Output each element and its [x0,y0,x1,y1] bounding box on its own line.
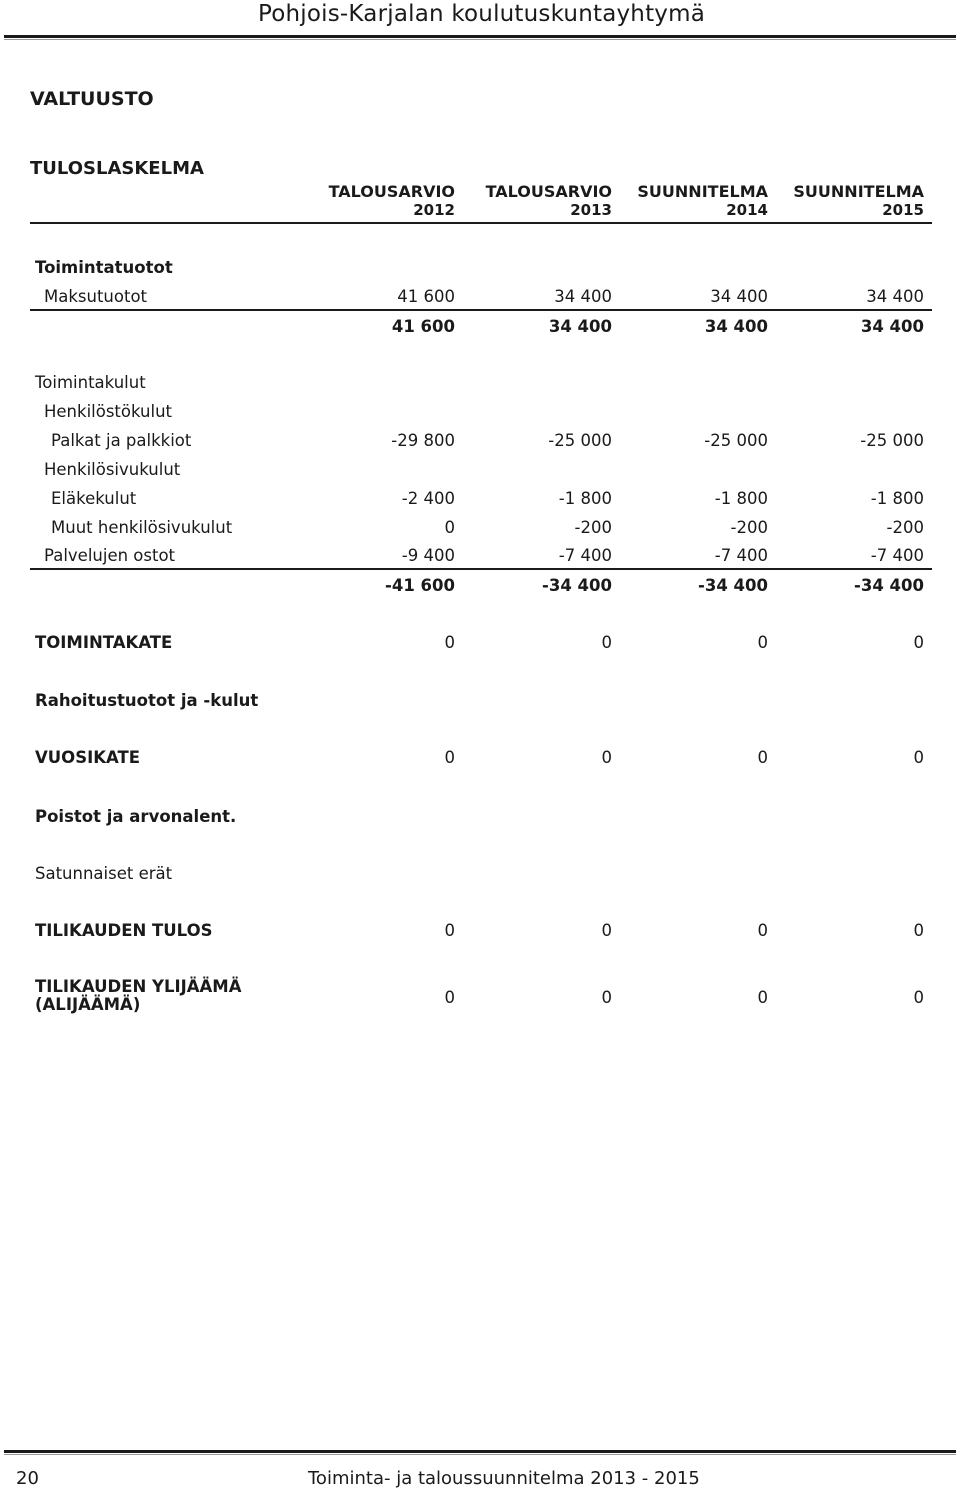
row-label: Satunnaiset erät [35,864,173,883]
footer-rule-shadow [4,1454,956,1455]
cell-2015: -7 400 [870,546,924,565]
subtotal-rule [30,568,932,570]
footer-rule [4,1450,956,1453]
cell-2015: 0 [913,633,924,652]
cell-2014: -34 400 [698,576,768,595]
cell-2012: 0 [444,748,455,767]
row-label: Henkilöstökulut [44,402,173,421]
row-label-line1: TILIKAUDEN YLIJÄÄMÄ [35,977,242,996]
cell-2015: -200 [886,518,924,537]
cell-2012: -2 400 [401,489,455,508]
cell-2013: -25 000 [548,431,612,450]
row-tilikauden-tulos [30,919,932,947]
column-header-label: TALOUSARVIO [328,182,455,201]
row-palkat [30,429,932,457]
column-header-year: 2014 [726,201,768,219]
section-title: VALTUUSTO [30,88,154,110]
cell-2013: 34 400 [554,287,612,306]
column-header-year: 2012 [413,201,455,219]
page-number: 20 [16,1468,39,1489]
column-header-label: TALOUSARVIO [485,182,612,201]
row-toimintakulut [30,371,932,399]
cell-2015: -25 000 [860,431,924,450]
organization-name: Pohjois-Karjalan koulutuskuntayhtymä [258,1,706,27]
cell-2012: -9 400 [401,546,455,565]
row-satunnaiset [30,862,932,890]
organization-header [0,0,960,38]
cell-2012: 41 600 [397,287,455,306]
cell-2015: 0 [913,921,924,940]
cell-2015: 0 [913,748,924,767]
column-header-year: 2013 [570,201,612,219]
cell-2012: 0 [444,633,455,652]
cell-2014: -1 800 [714,489,768,508]
cell-2014: -7 400 [714,546,768,565]
row-label: Palkat ja palkkiot [51,431,192,450]
row-label: Henkilösivukulut [44,460,181,479]
cell-2013: 34 400 [548,317,612,336]
column-header-2012 [295,183,455,219]
cell-2015: 0 [913,988,924,1007]
cell-2014: 34 400 [704,317,768,336]
row-label: TOIMINTAKATE [35,633,173,652]
row-label: Eläkekulut [51,489,137,508]
row-label: TILIKAUDEN TULOS [35,921,213,940]
cell-2013: 0 [601,921,612,940]
cell-2012: -41 600 [385,576,455,595]
column-header-label: SUUNNITELMA [637,182,768,201]
cell-2012: 0 [444,518,455,537]
cell-2014: -200 [730,518,768,537]
row-ylijaama [30,978,932,1018]
cell-2012: 41 600 [391,317,455,336]
cell-2012: 0 [444,988,455,1007]
cell-2013: 0 [601,633,612,652]
row-label: Muut henkilösivukulut [51,518,233,537]
row-rahoitus [30,689,932,717]
row-label: Poistot ja arvonalent. [35,807,237,826]
cell-2014: 0 [757,633,768,652]
cell-2014: -25 000 [704,431,768,450]
row-kulut-total [30,574,932,602]
row-poistot [30,805,932,833]
column-header-2014 [608,183,768,219]
cell-2015: -34 400 [854,576,924,595]
row-label: Toimintatuotot [35,258,173,277]
row-toimintakate [30,631,932,659]
row-elakekulut [30,487,932,515]
column-header-2015 [764,183,924,219]
cell-2013: 0 [601,748,612,767]
cell-2014: 34 400 [710,287,768,306]
row-label: Toimintakulut [35,373,146,392]
cell-2012: -29 800 [391,431,455,450]
cell-2013: 0 [601,988,612,1007]
row-label [35,978,241,1014]
row-label: Rahoitustuotot ja -kulut [35,691,259,710]
header-underline [30,222,932,224]
cell-2015: -1 800 [870,489,924,508]
cell-2013: -7 400 [558,546,612,565]
header-rule [4,35,956,38]
row-label: Palvelujen ostot [44,546,176,565]
row-tuotot-total [30,315,932,343]
row-henkilostokulut [30,400,932,428]
column-header-2013 [452,183,612,219]
row-toimintatuotot [30,256,932,284]
row-label-line2: (ALIJÄÄMÄ) [35,995,141,1014]
header-rule-shadow [4,39,956,40]
cell-2014: 0 [757,988,768,1007]
row-label: VUOSIKATE [35,748,141,767]
cell-2015: 34 400 [860,317,924,336]
cell-2013: -200 [574,518,612,537]
column-header-year: 2015 [882,201,924,219]
cell-2013: -34 400 [542,576,612,595]
subtotal-rule [30,309,932,311]
document-title: Toiminta- ja taloussuunnitelma 2013 - 2015 [308,1468,700,1489]
cell-2014: 0 [757,921,768,940]
statement-title: TULOSLASKELMA [30,158,204,179]
row-henkilosivukulut [30,458,932,486]
cell-2014: 0 [757,748,768,767]
cell-2015: 34 400 [866,287,924,306]
column-header-label: SUUNNITELMA [793,182,924,201]
cell-2013: -1 800 [558,489,612,508]
row-label: Maksutuotot [44,287,148,306]
cell-2012: 0 [444,921,455,940]
row-muut-henkilosivukulut [30,516,932,544]
row-vuosikate [30,746,932,774]
